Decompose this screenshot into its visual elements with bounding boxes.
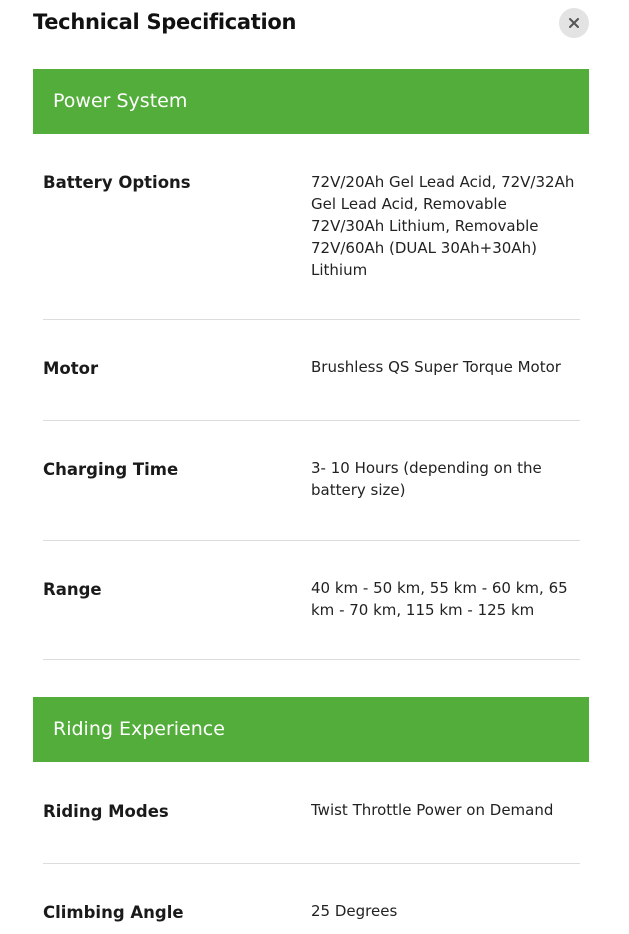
- spec-value: Twist Throttle Power on Demand: [311, 801, 554, 819]
- spec-value: 72V/20Ah Gel Lead Acid, 72V/32Ah Gel Lead Acid, Removable 72V/30Ah Lithium, Removable 72V/60Ah (DUAL 30Ah+30Ah) Lithium: [311, 173, 575, 279]
- spec-value: 40 km - 50 km, 55 km - 60 km, 65 km - 70 km, 115 km - 125 km: [311, 579, 568, 619]
- spec-label: Climbing Angle: [43, 903, 184, 922]
- spec-label: Range: [43, 580, 102, 599]
- spec-label: Battery Options: [43, 173, 191, 192]
- close-icon: [569, 18, 579, 28]
- spec-row-range: [43, 541, 580, 660]
- spec-row-charging-time: [43, 421, 580, 541]
- spec-row-motor: [43, 320, 580, 421]
- spec-label: Charging Time: [43, 460, 179, 479]
- spec-label: Riding Modes: [43, 802, 169, 821]
- spec-value: Brushless QS Super Torque Motor: [311, 358, 561, 376]
- spec-row-riding-modes: [43, 762, 580, 864]
- modal-title: Technical Specification: [33, 10, 297, 34]
- spec-row-battery-options: [43, 134, 580, 320]
- section-header-power-system: Power System: [33, 69, 589, 134]
- spec-label: Motor: [43, 359, 99, 378]
- spec-row-climbing-angle: [43, 864, 580, 934]
- section-header-riding-experience: Riding Experience: [33, 697, 589, 762]
- spec-value: 3- 10 Hours (depending on the battery size): [311, 459, 542, 499]
- spec-value: 25 Degrees: [311, 902, 398, 920]
- close-button[interactable]: [559, 8, 589, 38]
